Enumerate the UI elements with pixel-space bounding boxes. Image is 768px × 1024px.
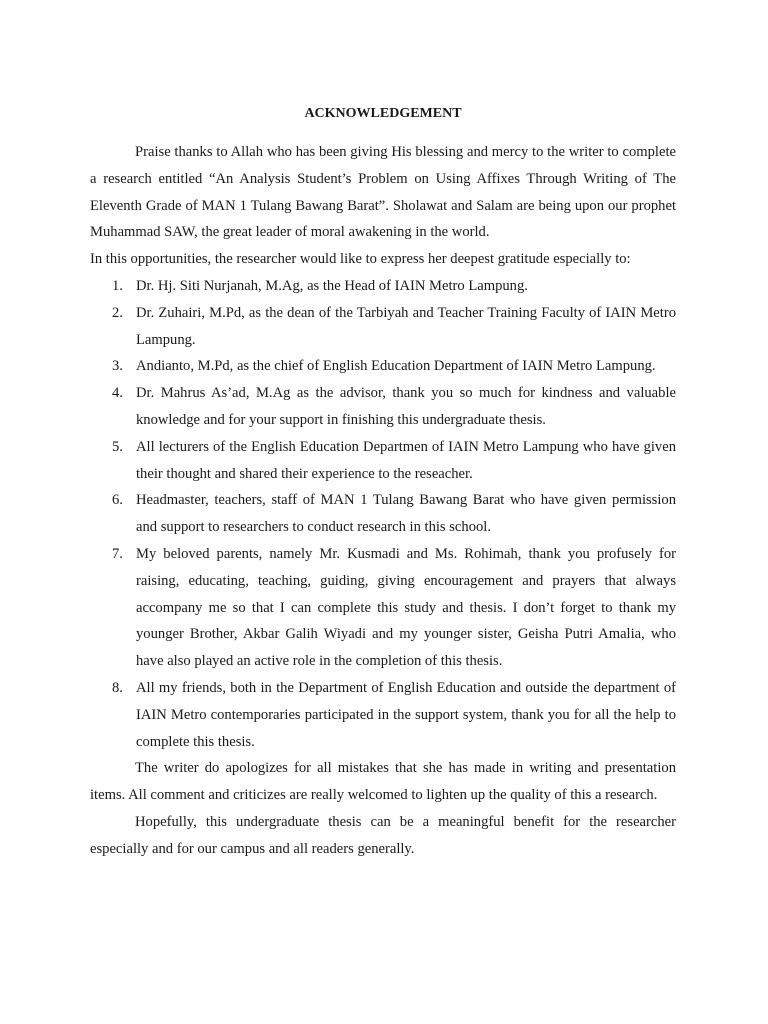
apology-paragraph: The writer do apologizes for all mistakes that she has made in writing and presentation items. All comment and criticizes are really welcomed to lighten up the quality of this a research. (90, 760, 676, 804)
list-item-text: Andianto, M.Pd, as the chief of English Education Department of IAIN Metro Lampung. (136, 358, 656, 375)
list-item-number: 5. (112, 438, 123, 455)
list-item (90, 487, 676, 541)
list-item (90, 380, 676, 434)
list-item-number: 2. (112, 304, 123, 321)
list-item-number: 8. (112, 679, 123, 696)
list-item-text: My beloved parents, namely Mr. Kusmadi and Ms. Rohimah, thank you profusely for raising, educating, teaching, guiding, giving encouragement and prayers that always accompany me so that I can complete this study and thesis. I don’t forget to thank my younger Brother, Akbar Galih Wiyadi and my younger sister, Geisha Putri Amalia, who have also played an active role in the completion of this thesis. (136, 545, 676, 670)
list-item-number: 6. (112, 492, 123, 509)
list-item-text: All my friends, both in the Department of English Education and outside the department of IAIN Metro contemporaries participated in the support system, thank you for all the help to complete this thesis. (136, 679, 676, 750)
page-title: ACKNOWLEDGEMENT (304, 106, 462, 121)
list-item-text: Dr. Zuhairi, M.Pd, as the dean of the Tarbiyah and Teacher Training Faculty of IAIN Metro Lampung. (136, 304, 676, 348)
list-item-text: Dr. Hj. Siti Nurjanah, M.Ag, as the Head of IAIN Metro Lampung. (136, 277, 528, 294)
list-item (90, 675, 676, 755)
list-item (90, 300, 676, 354)
list-item-text: Headmaster, teachers, staff of MAN 1 Tulang Bawang Barat who have given permission and support to researchers to conduct research in this school. (136, 492, 676, 536)
gratitude-lead-paragraph: In this opportunities, the researcher would like to express her deepest gratitude especially to: (90, 251, 631, 268)
list-item-number: 3. (112, 358, 123, 375)
document-page (90, 101, 676, 863)
list-item-number: 7. (112, 545, 123, 562)
list-item-text: Dr. Mahrus As’ad, M.Ag as the advisor, thank you so much for kindness and valuable knowledge and for your support in finishing this undergraduate thesis. (136, 385, 676, 428)
closing-paragraph: Hopefully, this undergraduate thesis can be a meaningful benefit for the researcher especially and for our campus and all readers generally. (90, 813, 676, 857)
list-item-number: 1. (112, 277, 123, 294)
list-item-text: All lecturers of the English Education Departmen of IAIN Metro Lampung who have given their thought and shared their experience to the reseacher. (136, 438, 676, 482)
list-item (90, 434, 676, 488)
list-item (90, 541, 676, 675)
list-item (90, 273, 676, 300)
list-item-number: 4. (112, 385, 123, 402)
intro-paragraph: Praise thanks to Allah who has been giving His blessing and mercy to the writer to complete a research entitled “An Analysis Student’s Problem on Using Affixes Through Writing of The Eleventh Grade of MAN 1 Tulang Bawang Barat”. Sholawat and Salam are being upon our prophet Muhammad SAW, the great leader of moral awakening in the world. (90, 144, 676, 241)
gratitude-list (90, 273, 676, 755)
list-item (90, 353, 676, 380)
